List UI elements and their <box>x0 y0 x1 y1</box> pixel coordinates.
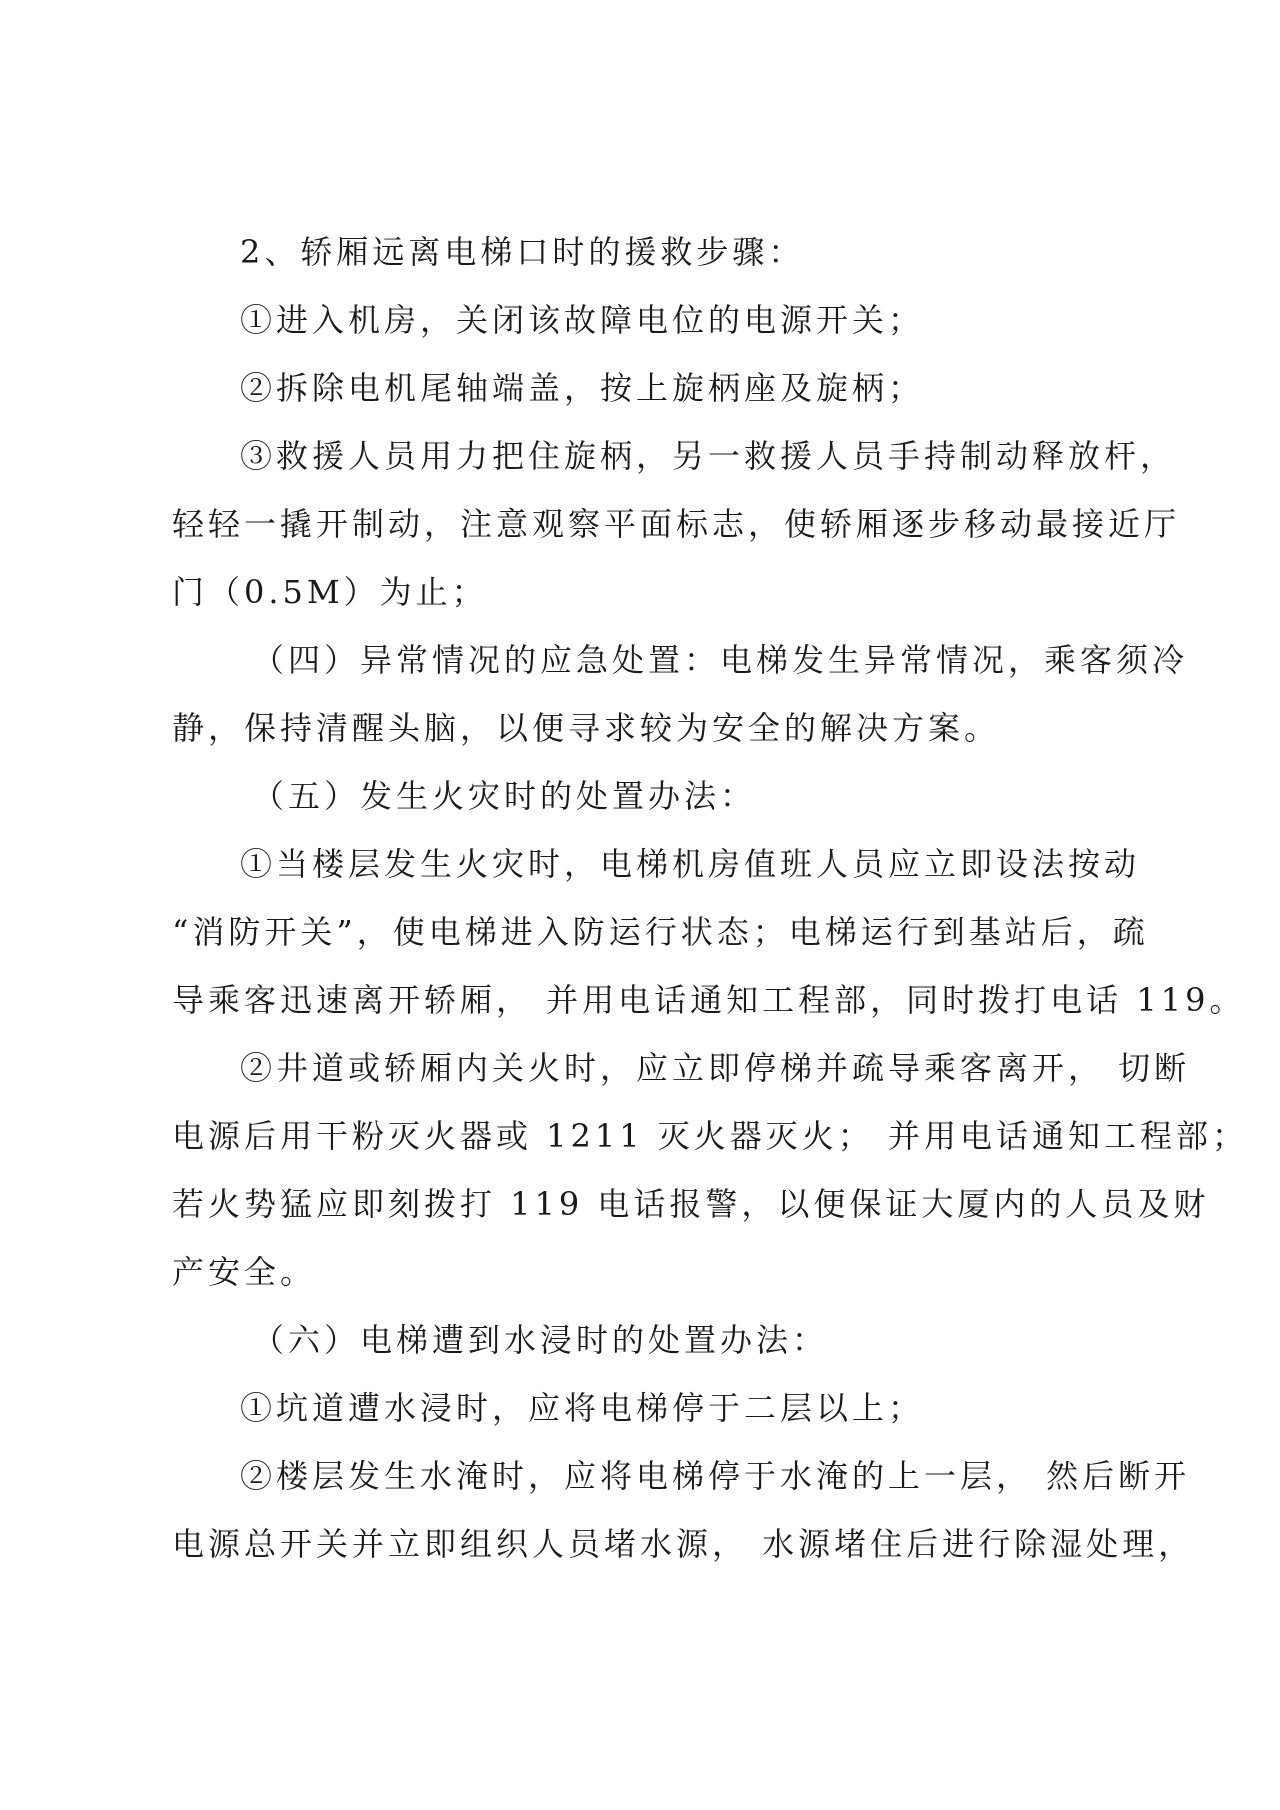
paragraph-line: “消防开关”，使电梯进入防运行状态；电梯运行到基站后，疏 <box>172 913 1149 951</box>
paragraph-line: 电源总开关并立即组织人员堵水源， 水源堵住后进行除湿处理， <box>172 1525 1195 1563</box>
section-heading: （四）异常情况的应急处置：电梯发生异常情况，乘客须冷 <box>252 641 1189 679</box>
paragraph-line: 若火势猛应即刻拨打 119 电话报警，以便保证大厦内的人员及财 <box>172 1185 1210 1223</box>
paragraph-line: 轻轻一撬开制动，注意观察平面标志，使轿厢逐步移动最接近厅 <box>172 505 1181 543</box>
paragraph-line: ①进入机房，关闭该故障电位的电源开关； <box>240 301 925 339</box>
paragraph-line: ②井道或轿厢内关火时，应立即停梯并疏导乘客离开， 切断 <box>240 1049 1191 1087</box>
document-body <box>172 218 1248 1578</box>
paragraph-line: ①坑道遭水浸时，应将电梯停于二层以上； <box>240 1389 925 1427</box>
paragraph-line: 电源后用干粉灭火器或 1211 灭火器灭火； 并用电话通知工程部； <box>172 1117 1248 1155</box>
paragraph-line: ②楼层发生水淹时，应将电梯停于水淹的上一层， 然后断开 <box>240 1457 1191 1495</box>
section-heading: （五）发生火灾时的处置办法： <box>252 777 757 815</box>
paragraph-line: ①当楼层发生火灾时，电梯机房值班人员应立即设法按动 <box>240 845 1141 883</box>
paragraph-line: ③救援人员用力把住旋柄，另一救援人员手持制动释放杆， <box>240 437 1177 475</box>
step-heading: 2、轿厢远离电梯口时的援救步骤： <box>240 233 805 271</box>
paragraph-line: 导乘客迅速离开轿厢， 并用电话通知工程部，同时拨打电话 119。 <box>172 981 1246 1019</box>
section-heading: （六）电梯遭到水浸时的处置办法： <box>252 1321 829 1359</box>
paragraph-line: 门（0.5M）为止； <box>172 573 488 611</box>
paragraph-line: ②拆除电机尾轴端盖，按上旋柄座及旋柄； <box>240 369 925 407</box>
paragraph-line: 产安全。 <box>172 1253 317 1291</box>
paragraph-line: 静，保持清醒头脑，以便寻求较为安全的解决方案。 <box>172 709 1001 747</box>
